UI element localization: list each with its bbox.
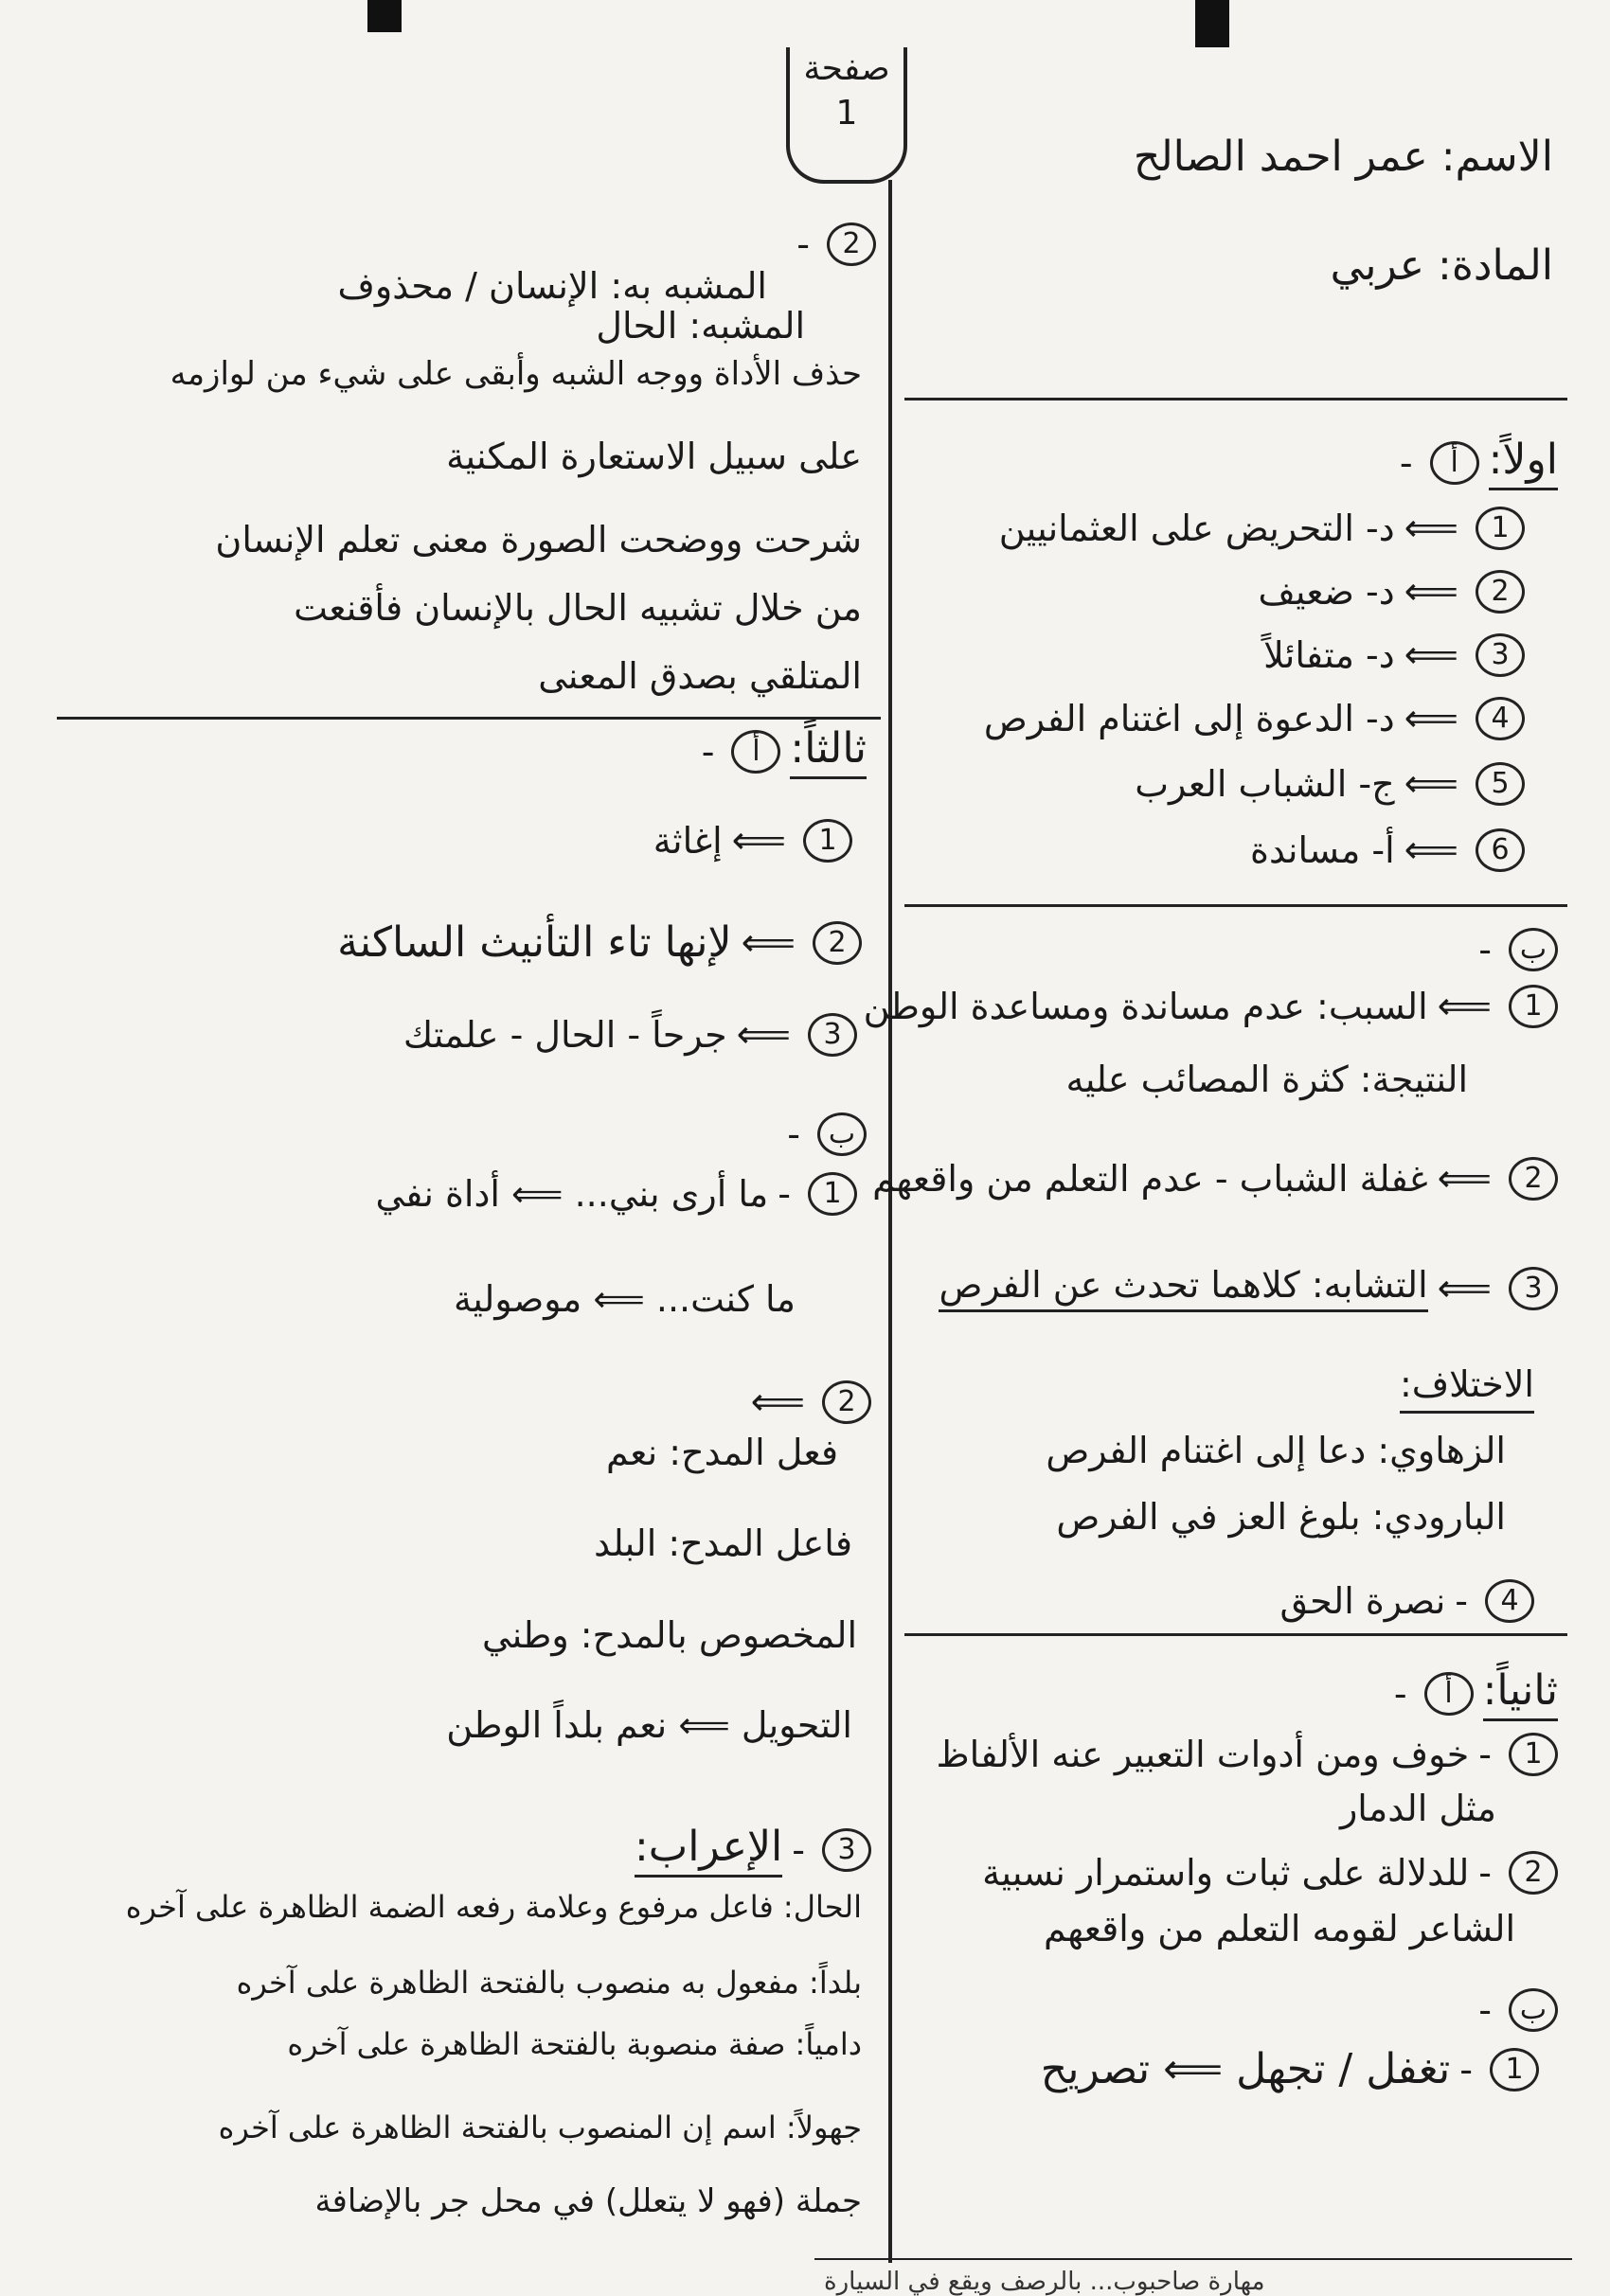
section-l-b-badge: ب - (787, 1112, 867, 1156)
column-divider (888, 180, 892, 2263)
answer-r-2 (1259, 570, 1525, 614)
answer-r-5 (1135, 762, 1525, 806)
badge-b: ب (1509, 928, 1558, 971)
item-number: 5 (1476, 762, 1525, 806)
arrow-icon: ⟸ (1437, 985, 1492, 1028)
page-label: صفحة (803, 49, 890, 88)
answer-r-1 (999, 507, 1525, 550)
subject-line: المادة: عربي (1330, 241, 1553, 290)
section-title: اولاً: (1489, 436, 1558, 490)
section-third-title: ثالثاً: أ - (702, 724, 867, 779)
item-number: 1 (1509, 1733, 1558, 1776)
c2-line-3: المخصوص بالمدح: وطني (481, 1614, 857, 1656)
item-number: 1 (808, 1172, 857, 1216)
footer-text: مهارة صاحبوب... بالرصف ويقع في السيارة (824, 2268, 1265, 2296)
answer-rb-4: 4 - نصرة الحق (1279, 1579, 1534, 1623)
item-number: 2 (822, 1380, 871, 1424)
page-number: 1 (835, 93, 858, 133)
answer-text: ج- الشباب العرب (1135, 763, 1395, 805)
c2-line-1: فعل المدح: نعم (605, 1432, 838, 1473)
section-second-b-badge: ب - (1478, 1988, 1558, 2032)
answer-r2-1-line2: مثل الدمار (1339, 1788, 1496, 1829)
answer-text: نصرة الحق (1279, 1580, 1446, 1622)
page-number-box (786, 47, 907, 184)
q2-line-5: شرحت ووضحت الصورة معنى تعلم الإنسان (215, 519, 862, 561)
answer-lb-2: ما كنت... ⟸ موصولية (453, 1278, 796, 1320)
divider-l1 (57, 717, 881, 720)
answer-r-6 (1250, 828, 1525, 872)
c2-line-4: التحويل ⟸ نعم بلداً الوطن (446, 1704, 852, 1746)
q2-line-1: المشبه به: الإنسان / محذوف (337, 265, 767, 307)
q2-line-3: حذف الأداة ووجه الشبه وأبقى على شيء من لوازمه (170, 355, 862, 393)
irab-line-1: الحال: فاعل مرفوع وعلامة رفعه الضمة الظاهرة على آخره (125, 1889, 862, 1925)
item-number: 6 (1476, 828, 1525, 872)
item-number: 1 (1476, 507, 1525, 550)
arrow-icon: ⟸ (741, 920, 796, 965)
scan-mark-right (1195, 0, 1229, 47)
answer-text: أ- مساندة (1250, 829, 1395, 871)
answer-l3-3 (403, 1013, 857, 1057)
answer-text: للدلالة على ثبات واستمرار نسبية (982, 1852, 1470, 1894)
answer-rb-1-line2: النتيجة: كثرة المصائب عليه (1065, 1059, 1468, 1100)
answer-l3-2 (337, 918, 862, 967)
q2-line-6: من خلال تشبيه الحال بالإنسان فأقنعت (294, 587, 862, 629)
difference-line-1: الزهاوي: دعا إلى اغتنام الفرص (1046, 1430, 1506, 1471)
arrow-icon: ⟸ (1437, 1157, 1492, 1201)
badge-b: ب (817, 1112, 867, 1156)
divider-r2 (904, 904, 1567, 907)
answer-text: جرحاً - الحال - علمتك (402, 1014, 727, 1056)
item-number: 1 (1490, 2048, 1539, 2091)
answer-text: لإنها تاء التأنيث الساكنة (337, 918, 732, 967)
arrow-icon: ⟸ (1404, 633, 1458, 677)
answer-lb-1: 1 - ما أرى بني... ⟸ أداة نفي (375, 1172, 857, 1216)
arrow-icon: ⟸ (736, 1013, 791, 1057)
answer-l-c2-badge (751, 1380, 871, 1424)
arrow-icon: ⟸ (1404, 828, 1458, 872)
section-b-badge: ب - (1478, 928, 1558, 971)
arrow-icon: ⟸ (1404, 762, 1458, 806)
arrow-icon: ⟸ (1404, 507, 1458, 550)
q2-line-7: المتلقي بصدق المعنى (538, 655, 862, 697)
item-number: 2 (813, 921, 862, 965)
item-number: 2 (1509, 1851, 1558, 1895)
badge-a: أ (1424, 1672, 1474, 1716)
arrow-icon: ⟸ (1404, 570, 1458, 614)
item-number: 4 (1476, 697, 1525, 740)
item-number: 2 (827, 222, 876, 266)
difference-line-2: البارودي: بلوغ العز في الفرص (1056, 1496, 1506, 1538)
irab-title: 3 - الإعراب: (635, 1823, 871, 1878)
item-number: 1 (1509, 985, 1558, 1028)
irab-line-5: جملة (فهو لا يتعلل) في محل جر بالإضافة (314, 2182, 862, 2220)
answer-r-4 (984, 697, 1525, 740)
answer-text: غفلة الشباب - عدم التعلم من واقعهم (872, 1158, 1428, 1200)
answer-text: د- متفائلاً (1263, 634, 1395, 676)
answer-rb-3 (939, 1264, 1558, 1312)
divider-bottom (814, 2258, 1572, 2260)
section-first-title: اولاً: أ - (1400, 436, 1558, 490)
section-title: الإعراب: (635, 1823, 782, 1878)
answer-text: د- الدعوة إلى اغتنام الفرص (983, 698, 1395, 739)
answer-r2-2: 2 - للدلالة على ثبات واستمرار نسبية (982, 1851, 1558, 1895)
divider-r1 (904, 398, 1567, 400)
answer-text: د- ضعيف (1258, 571, 1395, 613)
divider-r3 (904, 1633, 1567, 1636)
item-number: 3 (822, 1828, 871, 1872)
badge-a: أ (1430, 441, 1479, 485)
answer-r2-2-line2: الشاعر لقومه التعلم من واقعهم (1043, 1908, 1515, 1949)
item-number: 2 (1509, 1157, 1558, 1201)
section-second-title: ثانياً: أ - (1394, 1666, 1558, 1721)
answer-text: تغفل / تجهل ⟸ تصريح (1040, 2045, 1451, 2093)
badge-b: ب (1509, 1988, 1558, 2032)
badge-a: أ (731, 730, 780, 774)
irab-line-2: بلداً: مفعول به منصوب بالفتحة الظاهرة على آخره (236, 1965, 862, 2001)
student-name: الاسم: عمر احمد الصالح (1133, 133, 1553, 181)
answer-text: ما أرى بني... ⟸ أداة نفي (375, 1173, 769, 1215)
item-number: 3 (1476, 633, 1525, 677)
irab-line-4: جهولاً: اسم إن المنصوب بالفتحة الظاهرة على آخره (218, 2109, 862, 2145)
item-number: 3 (1509, 1267, 1558, 1310)
arrow-icon: ⟸ (750, 1380, 805, 1424)
arrow-icon: ⟸ (1437, 1266, 1492, 1310)
section-title: ثالثاً: (790, 724, 867, 779)
irab-line-3: دامياً: صفة منصوبة بالفتحة الظاهرة على آخره (287, 2026, 862, 2062)
q2-line-4: على سبيل الاستعارة المكنية (446, 436, 862, 477)
answer-text: د- التحريض على العثمانيين (998, 507, 1395, 549)
answer-rb-1 (864, 985, 1558, 1028)
answer-text: السبب: عدم مساندة ومساعدة الوطن (863, 986, 1428, 1027)
answer-l3-1 (653, 819, 852, 863)
answer-r-3 (1263, 633, 1525, 677)
item-number: 1 (803, 819, 852, 863)
c2-line-2: فاعل المدح: البلد (594, 1522, 852, 1564)
difference-title: الاختلاف: (1400, 1363, 1534, 1414)
answer-r2b-1: 1 - تغفل / تجهل ⟸ تصريح (1041, 2045, 1539, 2093)
arrow-icon: ⟸ (731, 819, 786, 863)
item-number: 4 (1485, 1579, 1534, 1623)
item-number: 2 (1476, 570, 1525, 614)
answer-text: التشابه: كلاهما تحدث عن الفرص (939, 1264, 1427, 1312)
answer-rb-2 (872, 1157, 1558, 1201)
answer-r2-1: 1 - خوف ومن أدوات التعبير عنه الألفاظ (936, 1733, 1558, 1776)
scan-mark-left (367, 0, 402, 32)
q2-line-2: المشبه: الحال (596, 305, 805, 347)
item-number: 3 (808, 1013, 857, 1057)
question-2-badge: 2 - (796, 222, 876, 266)
answer-text: إغاثة (653, 820, 723, 862)
arrow-icon: ⟸ (1404, 697, 1458, 740)
answer-text: خوف ومن أدوات التعبير عنه الألفاظ (936, 1734, 1470, 1775)
section-title: ثانياً: (1483, 1666, 1558, 1721)
